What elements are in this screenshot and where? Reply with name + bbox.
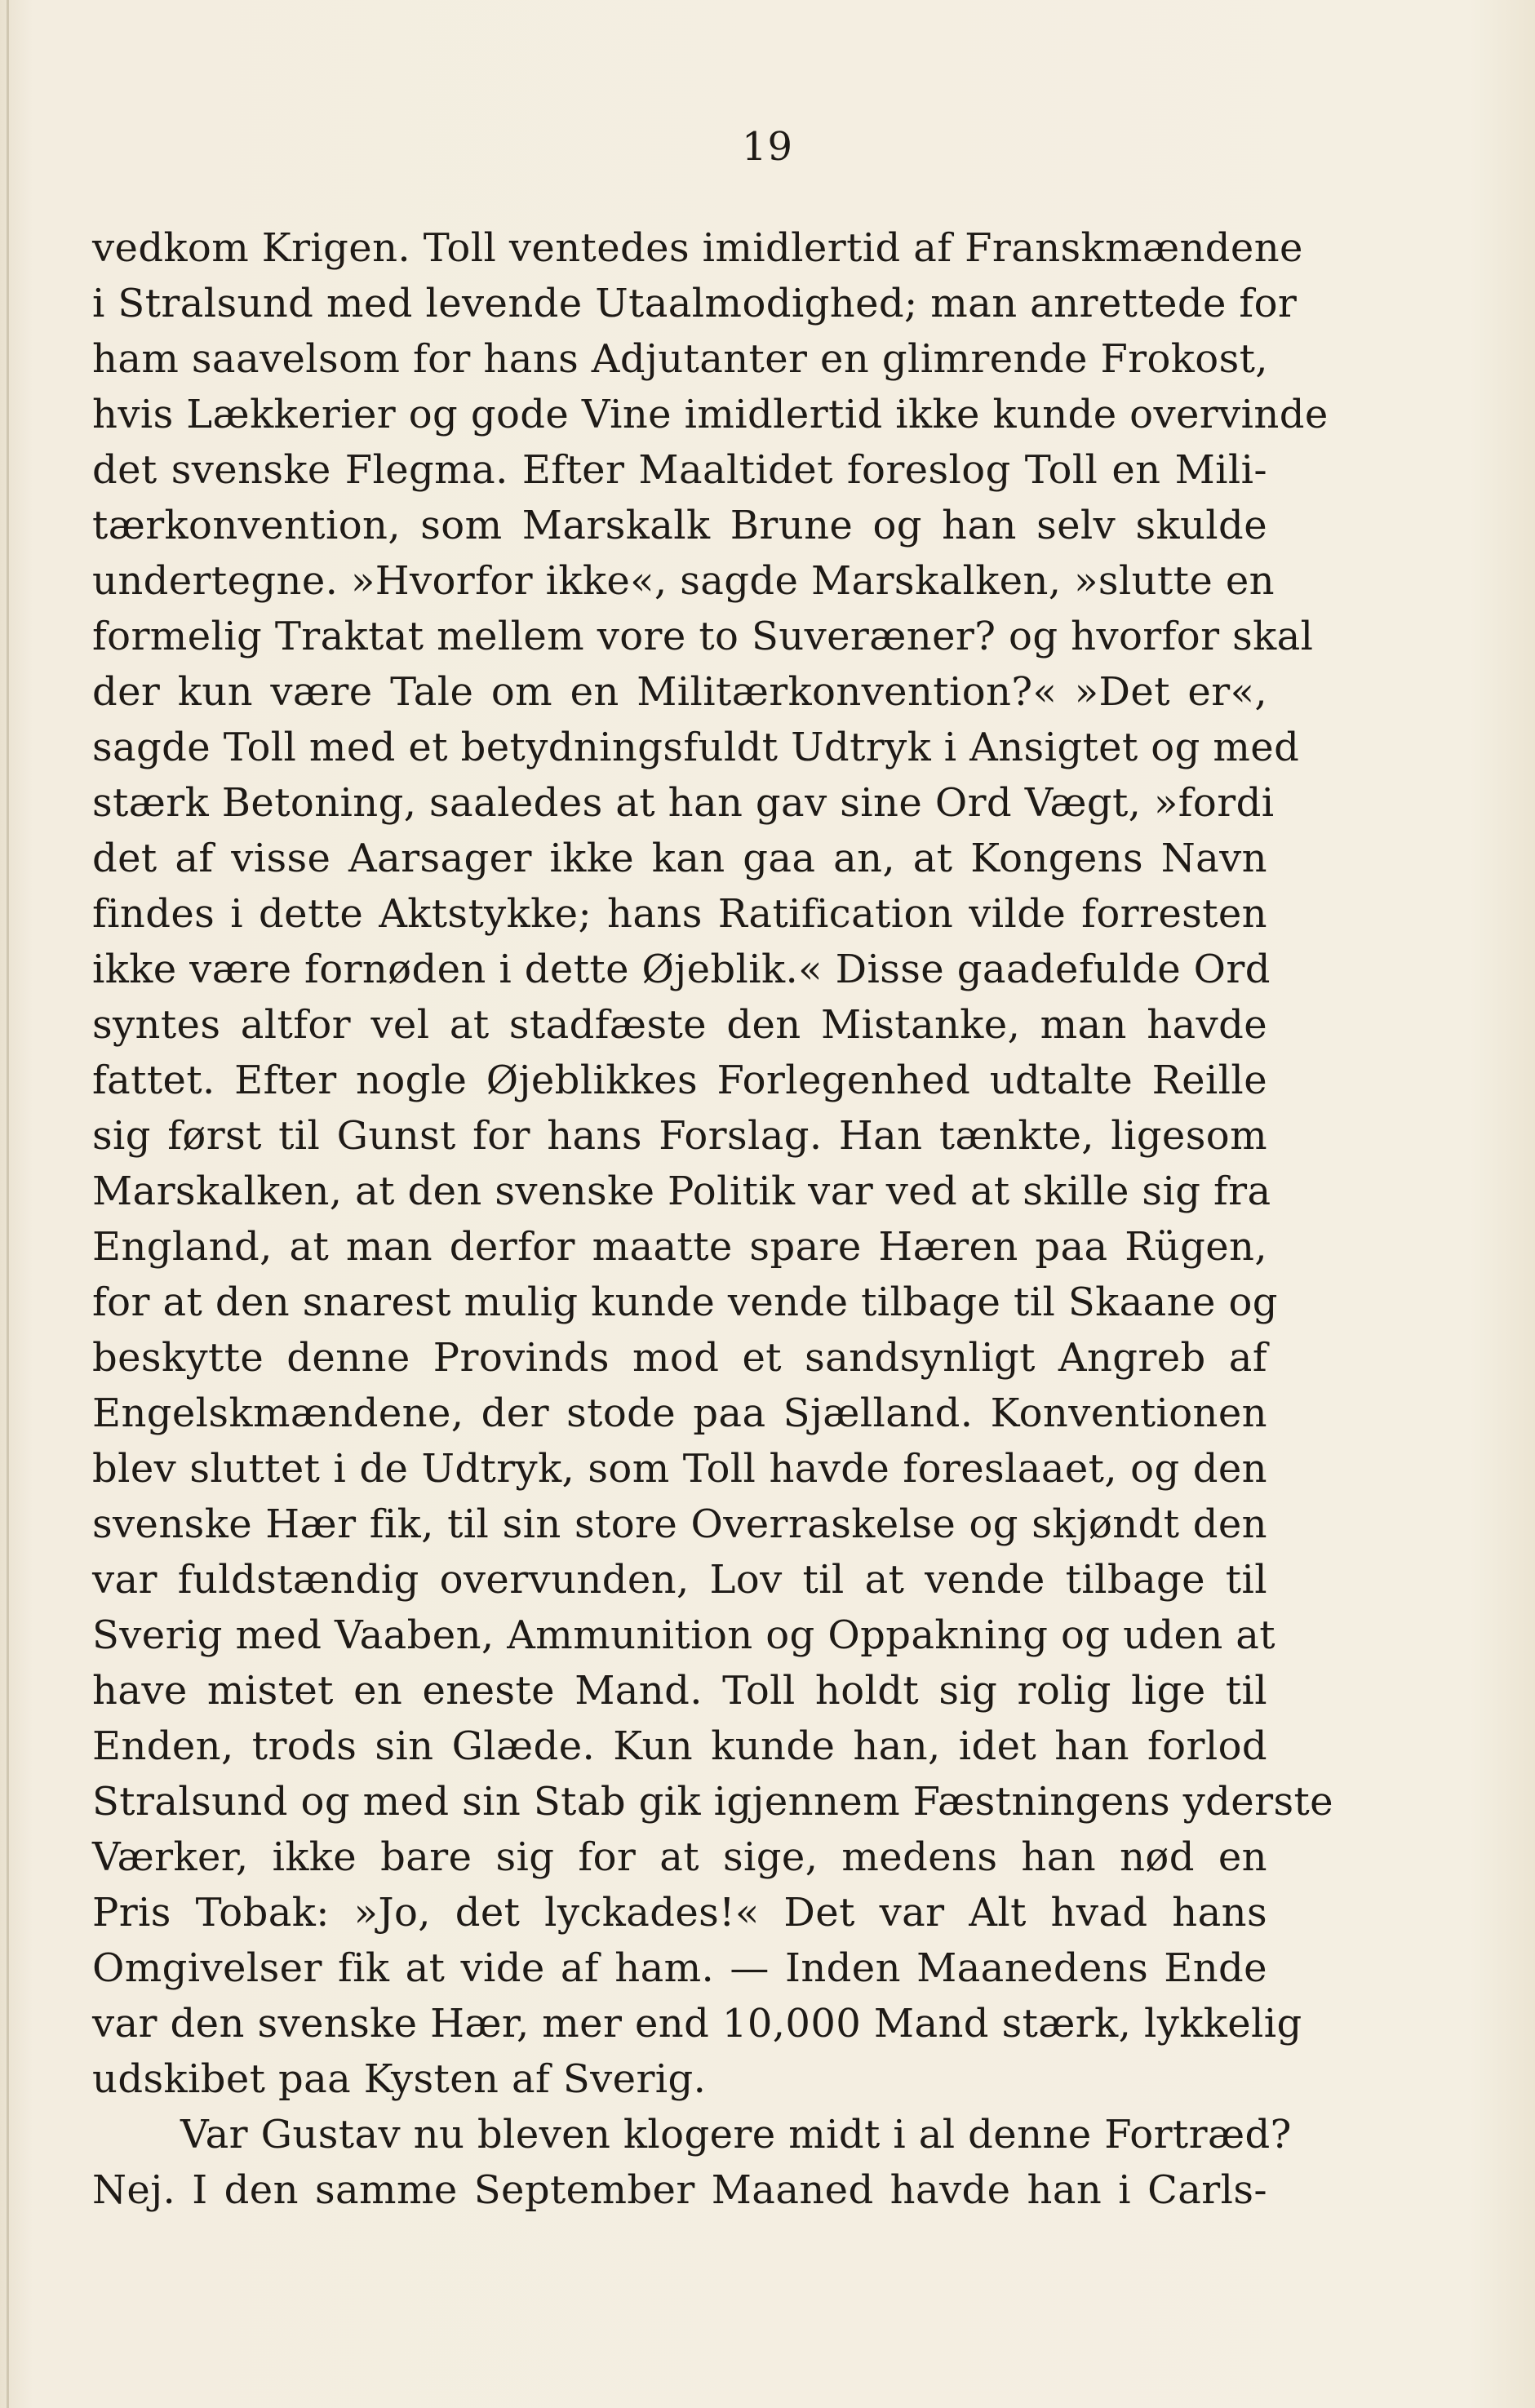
text-line: svenske Hær fik, til sin store Overraskelse og skjøndt den (92, 1501, 1267, 1547)
text-line: Var Gustav nu bleven klogere midt i al denne Fortræd? (180, 2112, 1292, 2157)
text-line: der kun være Tale om en Militærkonvention?« »Det er«, (92, 669, 1267, 715)
text-line: blev sluttet i de Udtryk, som Toll havde foreslaaet, og den (92, 1446, 1267, 1492)
text-line: have mistet en eneste Mand. Toll holdt sig rolig lige til (92, 1668, 1267, 1714)
text-line: Omgivelser fik at vide af ham. — Inden Maanedens Ende (92, 1945, 1267, 1991)
text-line: for at den snarest mulig kunde vende tilbage til Skaane og (92, 1279, 1278, 1325)
text-line: Pris Tobak: »Jo, det lyckades!« Det var Alt hvad hans (92, 1890, 1267, 1936)
text-line: England, at man derfor maatte spare Hæren paa Rügen, (92, 1224, 1267, 1270)
text-line: hvis Lækkerier og gode Vine imidlertid ikke kunde overvinde (92, 392, 1329, 437)
text-line: Marskalken, at den svenske Politik var ved at skille sig fra (92, 1169, 1271, 1214)
text-line: fattet. Efter nogle Øjeblikkes Forlegenhed udtalte Reille (92, 1058, 1267, 1103)
text-line: Sverig med Vaaben, Ammunition og Oppakning og uden at (92, 1612, 1275, 1658)
text-line: udskibet paa Kysten af Sverig. (92, 2056, 707, 2102)
text-line: Stralsund og med sin Stab gik igjennem Fæstningens yderste (92, 1779, 1333, 1825)
text-line: stærk Betoning, saaledes at han gav sine Ord Vægt, »fordi (92, 780, 1275, 826)
text-line: tærkonvention, som Marskalk Brune og han selv skulde (92, 503, 1267, 548)
text-line: Nej. I den samme September Maaned havde han i Carls- (92, 2167, 1267, 2213)
text-line: det af visse Aarsager ikke kan gaa an, at Kongens Navn (92, 836, 1267, 881)
text-line: sig først til Gunst for hans Forslag. Han tænkte, ligesom (92, 1113, 1267, 1159)
text-line: var den svenske Hær, mer end 10,000 Mand stærk, lykkelig (92, 2001, 1302, 2047)
text-line: vedkom Krigen. Toll ventedes imidlertid af Franskmændene (92, 225, 1303, 271)
body-text (92, 220, 1333, 2218)
text-line: sagde Toll med et betydningsfuldt Udtryk i Ansigtet og med (92, 725, 1300, 770)
text-line: ikke være fornøden i dette Øjeblik.« Disse gaadefulde Ord (92, 947, 1271, 992)
text-line: beskytte denne Provinds mod et sandsynligt Angreb af (92, 1335, 1267, 1381)
text-line: ham saavelsom for hans Adjutanter en glimrende Frokost, (92, 336, 1268, 382)
text-line: i Stralsund med levende Utaalmodighed; man anrettede for (92, 281, 1298, 326)
text-line: formelig Traktat mellem vore to Suveræner? og hvorfor skal (92, 614, 1314, 659)
text-line: det svenske Flegma. Efter Maaltidet foreslog Toll en Mili- (92, 447, 1267, 493)
text-line: Værker, ikke bare sig for at sige, medens han nød en (92, 1834, 1267, 1880)
page-edge (7, 0, 9, 2408)
page-number: 19 (741, 124, 794, 170)
text-line: Enden, trods sin Glæde. Kun kunde han, idet han forlod (92, 1723, 1267, 1769)
text-line: undertegne. »Hvorfor ikke«, sagde Marskalken, »slutte en (92, 558, 1275, 604)
text-line: var fuldstændig overvunden, Lov til at vende tilbage til (92, 1557, 1267, 1603)
text-line: Engelskmændene, der stode paa Sjælland. Konventionen (92, 1390, 1267, 1436)
text-line: findes i dette Aktstykke; hans Ratification vilde forresten (92, 891, 1267, 937)
text-line: syntes altfor vel at stadfæste den Mistanke, man havde (92, 1002, 1267, 1048)
